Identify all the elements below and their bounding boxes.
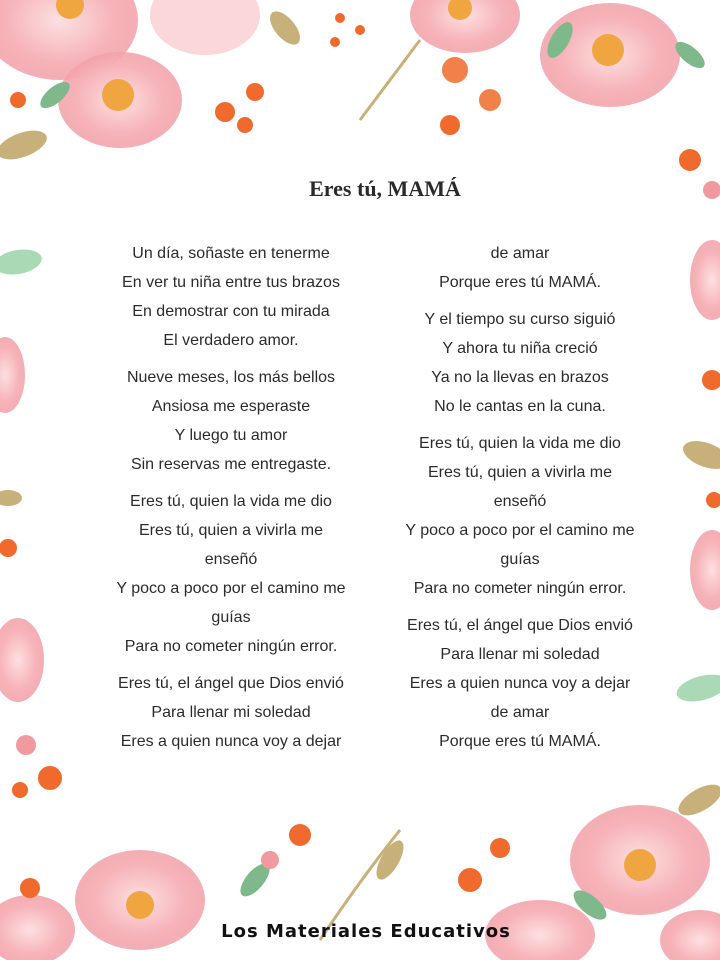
poem-line: Para llenar mi soledad [440, 646, 600, 663]
poem-line: Eres tú, quien la vida me dio [419, 435, 621, 452]
left-edge-flowers [0, 246, 62, 798]
poem-line: En demostrar con tu mirada [132, 303, 330, 320]
poem-line: Eres tú, el ángel que Dios envió [118, 675, 344, 692]
stanza [375, 305, 665, 421]
poem-line: de amar [490, 245, 550, 262]
poem-line: Y poco a poco por el camino me [405, 522, 635, 539]
top-right-flowers [330, 0, 709, 135]
poem-line: Un día, soñaste en tenerme [132, 245, 330, 262]
right-edge-flowers [674, 149, 720, 822]
poem-line: Eres tú, el ángel que Dios envió [407, 617, 633, 634]
poem-line: guías [500, 551, 540, 568]
poem-line: Y poco a poco por el camino me [116, 580, 346, 597]
poem-line: Eres tú, quien a vivirla me [427, 464, 613, 481]
stanza [375, 429, 665, 603]
poem-line: enseñó [493, 493, 547, 510]
stanza [86, 363, 376, 479]
poem-line: Sin reservas me entregaste. [130, 456, 332, 473]
stanza [86, 669, 376, 756]
poem-line: Ansiosa me esperaste [151, 398, 311, 415]
poem-right-column [375, 239, 665, 764]
poem-line: Nueve meses, los más bellos [126, 369, 336, 386]
poem-line: Porque eres tú MAMÁ. [439, 274, 601, 291]
poem-line: Eres tú, quien la vida me dio [130, 493, 332, 510]
footer-brand: Los Materiales Educativos [221, 921, 511, 942]
poem-line: En ver tu niña entre tus brazos [122, 274, 340, 291]
poem-line: Eres a quien nunca voy a dejar [120, 733, 342, 750]
poem-line: El verdadero amor. [163, 332, 299, 349]
poem-line: Para no cometer ningún error. [124, 638, 338, 655]
poem-line: Para no cometer ningún error. [413, 580, 627, 597]
poem-line: Porque eres tú MAMÁ. [439, 733, 601, 750]
stanza [86, 487, 376, 661]
stanza [375, 239, 665, 297]
top-left-flowers [0, 0, 306, 165]
poem-line: Y luego tu amor [174, 427, 288, 444]
poem-line: de amar [490, 704, 550, 721]
stanza [375, 611, 665, 756]
poem-left-column [86, 239, 376, 764]
poem-line: Eres a quien nunca voy a dejar [409, 675, 631, 692]
poem-line: No le cantas en la cuna. [434, 398, 606, 415]
stanza [86, 239, 376, 355]
poem-line: enseñó [204, 551, 258, 568]
poem-line: Y ahora tu niña creció [442, 340, 598, 357]
poem-line: Para llenar mi soledad [151, 704, 311, 721]
poem-line: Eres tú, quien a vivirla me [138, 522, 324, 539]
poem-title: Eres tú, MAMÁ [309, 176, 461, 201]
poem-line: Y el tiempo su curso siguió [424, 311, 616, 328]
poem-line: guías [211, 609, 251, 626]
poem-line: Ya no la llevas en brazos [431, 369, 609, 386]
